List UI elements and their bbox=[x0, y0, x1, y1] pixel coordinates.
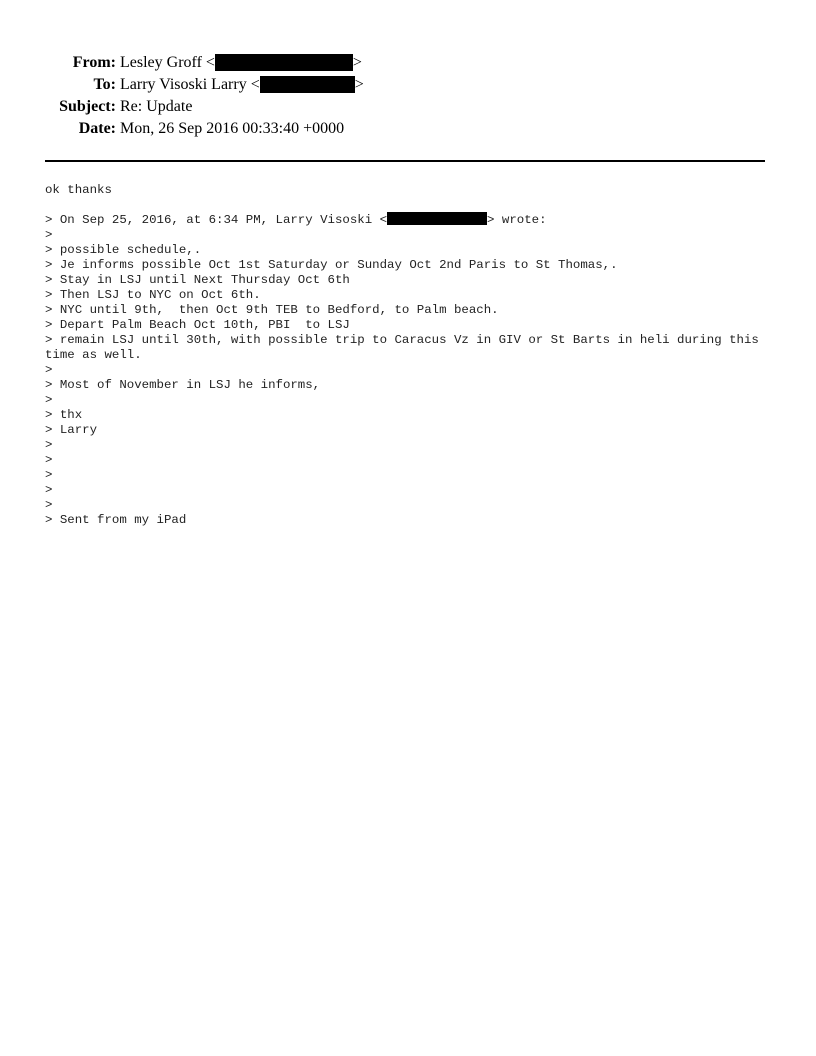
to-close: > bbox=[354, 76, 364, 93]
quoted-line: > bbox=[45, 483, 53, 497]
email-header bbox=[0, 52, 364, 140]
quoted-line: > bbox=[45, 363, 53, 377]
quoted-line: > bbox=[45, 498, 53, 512]
from-label: From: bbox=[72, 54, 116, 71]
quoted-line: > Je informs possible Oct 1st Saturday or Sunday Oct 2nd Paris to St Thomas,. bbox=[45, 258, 618, 272]
quoted-line: > Most of November in LSJ he informs, bbox=[45, 378, 321, 392]
to-value bbox=[120, 74, 364, 96]
subject-label: Subject: bbox=[59, 98, 116, 115]
reply-text: ok thanks bbox=[45, 183, 112, 197]
quote-intro-end: > wrote: bbox=[487, 213, 547, 227]
quoted-line: > bbox=[45, 228, 53, 242]
quoted-line: > Larry bbox=[45, 423, 98, 437]
from-close: > bbox=[352, 54, 362, 71]
subject-value: Re: Update bbox=[120, 98, 193, 115]
quote-intro bbox=[45, 213, 765, 228]
header-divider bbox=[45, 160, 765, 162]
quoted-line: > thx bbox=[45, 408, 83, 422]
quoted-line: > bbox=[45, 468, 53, 482]
date-label: Date: bbox=[78, 120, 116, 137]
quoted-line: > Sent from my iPad bbox=[45, 513, 187, 527]
date-row bbox=[0, 118, 364, 140]
from-row bbox=[0, 52, 364, 74]
quoted-line: > NYC until 9th, then Oct 9th TEB to Bedford, to Palm beach. bbox=[45, 303, 499, 317]
from-value bbox=[120, 52, 362, 74]
quoted-line: > remain LSJ until 30th, with possible trip to Caracus Vz in GIV or St Barts in heli during this time as well. bbox=[45, 333, 767, 362]
from-name: Lesley Groff < bbox=[120, 54, 215, 71]
redaction-box bbox=[260, 76, 355, 93]
to-name: Larry Visoski Larry < bbox=[120, 76, 260, 93]
spacer bbox=[45, 198, 765, 213]
quoted-line: > possible schedule,. bbox=[45, 243, 202, 257]
subject-row bbox=[0, 96, 364, 118]
quoted-message bbox=[45, 228, 765, 528]
quoted-line: > bbox=[45, 438, 53, 452]
redaction-box bbox=[387, 212, 487, 225]
redaction-box bbox=[215, 54, 353, 71]
quoted-line: > bbox=[45, 393, 53, 407]
to-label: To: bbox=[93, 76, 116, 93]
quoted-line: > Depart Palm Beach Oct 10th, PBI to LSJ bbox=[45, 318, 350, 332]
date-value: Mon, 26 Sep 2016 00:33:40 +0000 bbox=[120, 120, 345, 137]
quoted-line: > Stay in LSJ until Next Thursday Oct 6th bbox=[45, 273, 350, 287]
email-body bbox=[45, 183, 765, 528]
to-row bbox=[0, 74, 364, 96]
quoted-line: > bbox=[45, 453, 53, 467]
quoted-line: > Then LSJ to NYC on Oct 6th. bbox=[45, 288, 261, 302]
quote-intro-start: > On Sep 25, 2016, at 6:34 PM, Larry Visoski < bbox=[45, 213, 388, 227]
